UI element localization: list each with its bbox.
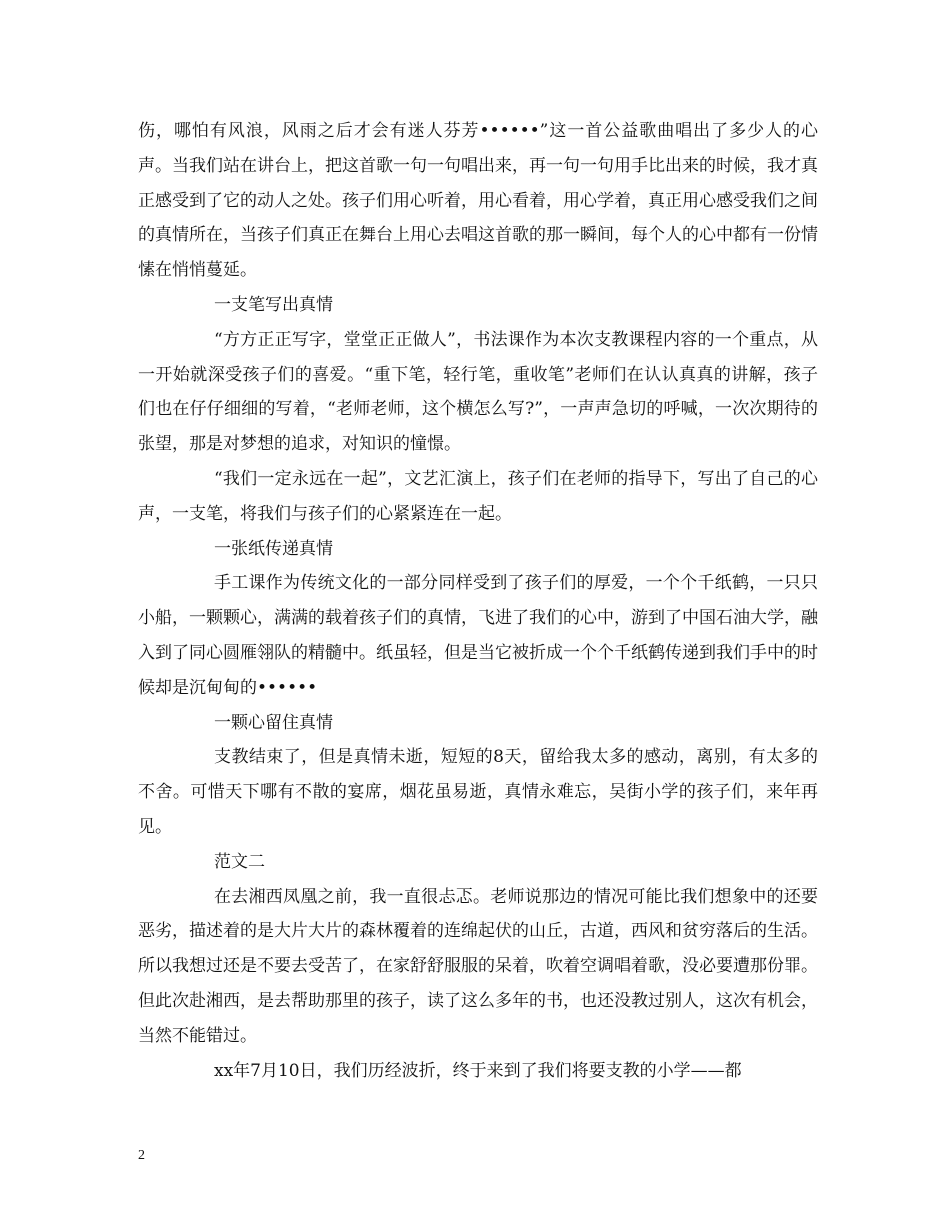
paragraph-xiangxi: 在去湘西凤凰之前，我一直很忐忑。老师说那边的情况可能比我们想象中的还要恶劣，描述着的是大片大片的森林覆着的连绵起伏的山丘，古道，西风和贫穷落后的生活。所以我想过还是不要去受苦了，在家舒舒服服的呆着，吹着空调唱着歌，没必要遭那份罪。但此次赴湘西，是去帮助那里的孩子，读了这么多年的书，也还没教过别人，这次有机会，当然不能错过。 [138, 886, 818, 1046]
section-heading-pen: 一支笔写出真情 [214, 294, 333, 315]
document-body [138, 114, 818, 1088]
paragraph-farewell: 支教结束了，但是真情未逝，短短的8天，留给我太多的感动，离别，有太多的不舍。可惜天下哪有不散的宴席，烟花虽易逝，真情永难忘，吴街小学的孩子们，来年再见。 [138, 747, 818, 837]
section-heading-heart: 一颗心留住真情 [214, 712, 333, 733]
paragraph-handcraft: 手工课作为传统文化的一部分同样受到了孩子们的厚爱，一个个千纸鹤，一只只小船，一颗颗心，满满的载着孩子们的真情，飞进了我们的心中，游到了中国石油大学，融入到了同心圆雁翎队的精髓中。纸虽轻，但是当它被折成一个个千纸鹤传递到我们手中的时候却是沉甸甸的•••••• [138, 573, 818, 698]
paragraph-arrival: xx年7月10日，我们历经波折，终于来到了我们将要支教的小学——都 [214, 1060, 742, 1081]
section-heading-paper: 一张纸传递真情 [214, 538, 333, 559]
paragraph-calligraphy: “方方正正写字，堂堂正正做人”，书法课作为本次支教课程内容的一个重点，从一开始就深受孩子们的喜爱。“重下笔，轻行笔，重收笔”老师们在认认真真的讲解，孩子们也在仔仔细细的写着，“老师老师，这个横怎么写?”，一声声急切的呼喊，一次次期待的张望，那是对梦想的追求，对知识的憧憬。 [138, 329, 818, 455]
paragraph-together: “我们一定永远在一起”，文艺汇演上，孩子们在老师的指导下，写出了自己的心声，一支笔，将我们与孩子们的心紧紧连在一起。 [138, 468, 818, 524]
paragraph-song-lyrics: 伤，哪怕有风浪，风雨之后才会有迷人芬芳••••••”这一首公益歌曲唱出了多少人的心声。当我们站在讲台上，把这首歌一句一句唱出来，再一句一句用手比出来的时候，我才真正感受到了它的动人之处。孩子们用心听着，用心看着，用心学着，真正用心感受我们之间的真情所在，当孩子们真正在舞台上用心去唱这首歌的那一瞬间，每个人的心中都有一份情愫在悄悄蔓延。 [138, 121, 818, 281]
page-number: 2 [138, 1148, 145, 1163]
section-heading-sample-two: 范文二 [214, 851, 265, 872]
